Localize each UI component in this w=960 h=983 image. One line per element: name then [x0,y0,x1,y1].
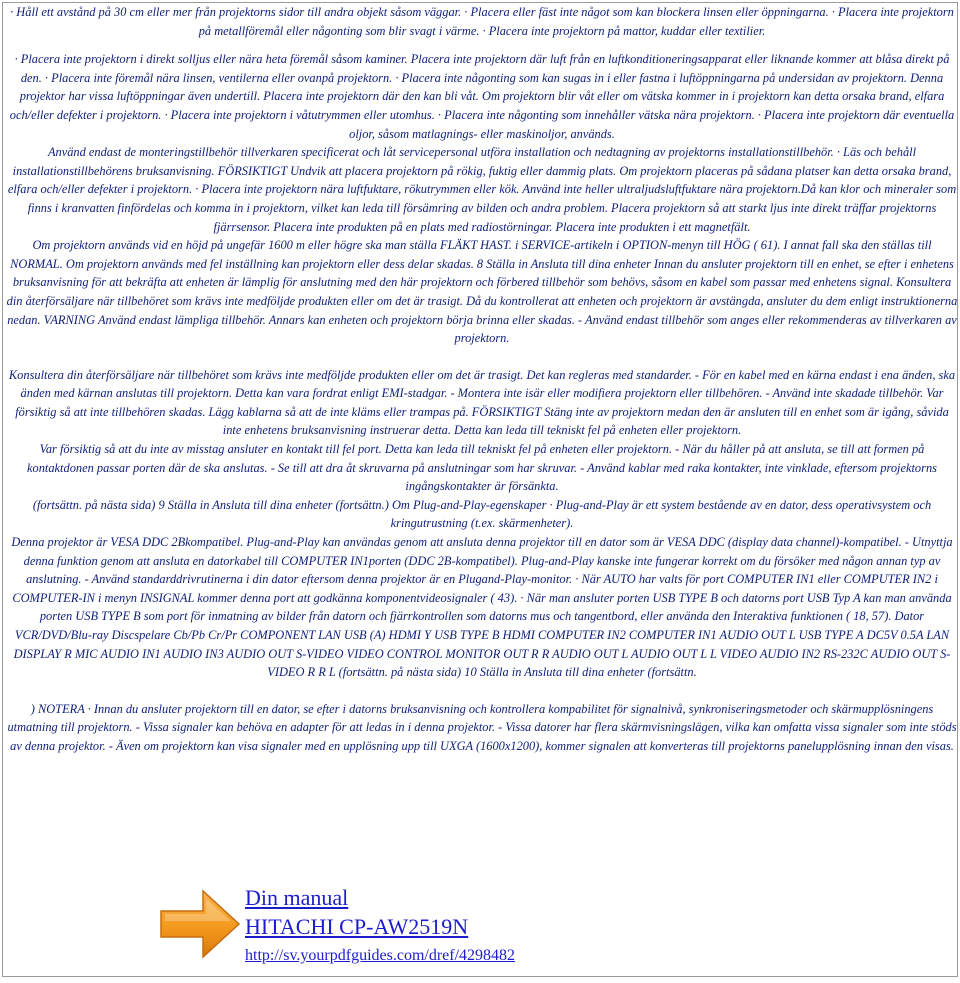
paragraph-accessories-caution: Konsultera din återförsäljare när tillbehöret som krävs inte medföljde produkten eller om det är trasigt. Det kan regleras med standarder. - För en kabel med en kärna endast i ena änden, ska änden med kärnan anslutas till projektorn. Detta kan vara fordrat enligt EMI-stadgar. - Montera inte isär eller modifiera projektorn eller tillbehören. - Använd inte skadade tillbehör. Var försiktig så att inte tillbehören skadas. Lägg kablarna så att de inte kläms eller trampas på. FÖRSIKTIGT Stäng inte av projektorn medan den är ansluten till en enhet som är igång, såvida inte enhetens bruksanvisning instruerar detta. Detta kan leda till tekniskt fel på enheten eller projektorn. [8,367,956,438]
paragraph-port-warning: Var försiktig så att du inte av misstag ansluter en kontakt till fel port. Detta kan leda till tekniskt fel på enheten eller projektorn. - När du håller på att ansluta, se till att formen på kontaktdonen passar porten där de ska anslutas. - Se till att dra åt skruvarna på anslutningar som har skruvar. - Använd kablar med raka kontakter, inte vinklade, eftersom projektorns ingångskontakter är försänkta. [27,442,937,494]
paragraph-mounting-accessories: Använd endast de monteringstillbehör tillverkaren specificerat och låt servicepersonal utföra installation och nedtagning av projektorns installationstillbehör. · Läs och behåll installationstillbehörens bruksanvisning. FÖRSIKTIGT Undvik att placera projektorn på rökig, fuktig eller dammig plats. Om projektorn placeras på sådana platser kan detta orsaka brand, elfara och/eller defekter i projektorn. · Placera inte projektorn nära luftfuktare, rökutrymmen eller kök. Använd inte heller ultraljudsluftfuktare nära projektorn.Då kan klor och mineraler som finns i kranvatten finfördelas och komma in i projektorn, vilket kan leda till försämring av bilden och andra problem. Placera projektorn så att starkt ljus inte direkt träffar projektorns fjärrsensor. Placera inte produkten på en plats med radiostörningar. Placera inte produkten i ett magnetfält. [7,145,957,234]
document-body [6,3,958,756]
paragraph-placement-distance: · Håll ett avstånd på 30 cm eller mer från projektorns sidor till andra objekt såsom väggar. · Placera eller fäst inte något som kan blockera linsen eller öppningarna. · Placera inte projektorn på metallföremål eller någonting som blir svagt i värme. · Placera inte projektorn på mattor, kuddar eller textilier. [10,5,954,38]
product-link[interactable]: HITACHI CP-AW2519N [245,914,469,939]
document-page [2,2,958,977]
paragraph-placement-heat-moisture: · Placera inte projektorn i direkt solljus eller nära heta föremål såsom kaminer. Placera inte projektorn där luft från en luftkonditioneringsapparat eller liknande kommer att blåsa direkt på den. · Placera inte föremål nära linsen, ventilerna eller ovanpå projektorn. · Placera inte någonting som kan sugas in i eller fastna i luftöppningarna på undersidan av projektorn. Denna projektor har vissa luftöppningar även undertill. Placera inte projektorn där den kan bli våt. Om projektorn blir våt eller om vätska kommer in i projektorn kan detta orsaka brand, elfara och/eller defekter i projektorn. · Placera inte projektorn i våtutrymmen eller utomhus. · Placera inte någonting som innehåller vätska nära projektorn. · Placera inte projektorn där eventuella oljor, såsom matlagnings- eller maskinoljor, används. [9,52,955,141]
manual-link[interactable]: Din manual [245,885,349,910]
paragraph-vesa-ddc: Denna projektor är VESA DDC 2Bkompatibel. Plug-and-Play kan användas genom att ansluta denna projektor till en dator som är VESA DDC (display data channel)-kompatibel. - Utnyttja denna funktion genom att ansluta en datorkabel till COMPUTER IN1porten (DDC 2B-kompatibel). Plug-and-Play kanske inte fungerar korrekt om du försöker med någon annan typ av anslutning. - Använd standarddrivrutinerna i din dator eftersom denna projektor är en Plugand-Play-monitor. · När AUTO har valts för port COMPUTER IN1 eller COMPUTER IN2 i COMPUTER-IN i menyn INSIGNAL kommer denna port att godkänna komponentvideosignaler ( 43). · När man ansluter porten USB TYPE B och datorns port USB Typ A kan man använda porten USB TYPE B som port för inmatning av bilder från datorn och fjärrkontrollen som datorns mus och tangentbord, eller använda den Interaktiva funktionen ( 18, 57). Dator VCR/DVD/Blu-ray Discspelare Cb/Pb Cr/Pr COMPONENT LAN USB (A) HDMI Y USB TYPE B HDMI COMPUTER IN2 COMPUTER IN1 AUDIO OUT L USB TYPE A DC5V 0.5A LAN DISPLAY R MIC AUDIO IN1 AUDIO IN3 AUDIO OUT S-VIDEO VIDEO CONTROL MONITOR OUT R R AUDIO OUT L AUDIO OUT L L VIDEO AUDIO IN2 RS-232C AUDIO OUT S-VIDEO R R L (fortsättn. på nästa sida) 10 Ställa in Ansluta till dina enheter (fortsättn. [11,535,953,680]
paragraph-note: ) NOTERA · Innan du ansluter projektorn till en dator, se efter i datorns bruksanvisning och kontrollera kompabilitet för signalnivå, synkroniseringsmetoder och skärmupplösningens utmatning till projektorn. - Vissa signaler kan behöva en adapter för att ledas in i denna projektor. - Vissa datorer har flera skärmvisningslägen, vilka kan omfatta vissa signaler som inte stöds av denna projektor. - Även om projektorn kan visa signaler med en upplösning upp till UXGA (1600x1200), kommer signalen att konverteras till projektorns panelupplösning innan den visas. [7,701,957,753]
paragraph-altitude-connecting: Om projektorn används vid en höjd på ungefär 1600 m eller högre ska man ställa FLÄKT HAST. i SERVICE-artikeln i OPTION-menyn till HÖG ( 61). I annat fall ska den ställas till NORMAL. Om projektorn används med fel inställning kan projektorn eller dess delar skadas. 8 Ställa in Ansluta till dina enheter Innan du ansluter projektorn till en enhet, se efter i enhetens bruksanvisning för att bekräfta att enheten är lämplig för anslutning med den här projektorn och förbered tillbehör som behövs, såsom en kabel som passar med enhetens signal. Konsultera din återförsäljare när tillbehöret som krävs inte medföljde produkten eller om det är trasigt. Då du kontrollerat att enheten och projektorn är avstängda, ansluter du dem enligt instruktionerna nedan. VARNING Använd endast lämpliga tillbehör. Annars kan enheten och projektorn börja brinna eller skadas. - Använd endast tillbehör som anges eller rekommenderas av tillverkaren av projektorn. [6,238,958,346]
footer-links-area [153,883,773,975]
pdf-guide-url-link[interactable]: http://sv.yourpdfguides.com/dref/4298482 [245,947,516,964]
arrow-right-icon [157,885,243,963]
paragraph-plug-and-play: (fortsättn. på nästa sida) 9 Ställa in Ansluta till dina enheter (fortsättn.) Om Plug-and-Play-egenskaper · Plug-and-Play är ett system bestående av en dator, dess operativsystem och kringutrustning (t.ex. skärmenheter). [32,497,932,531]
